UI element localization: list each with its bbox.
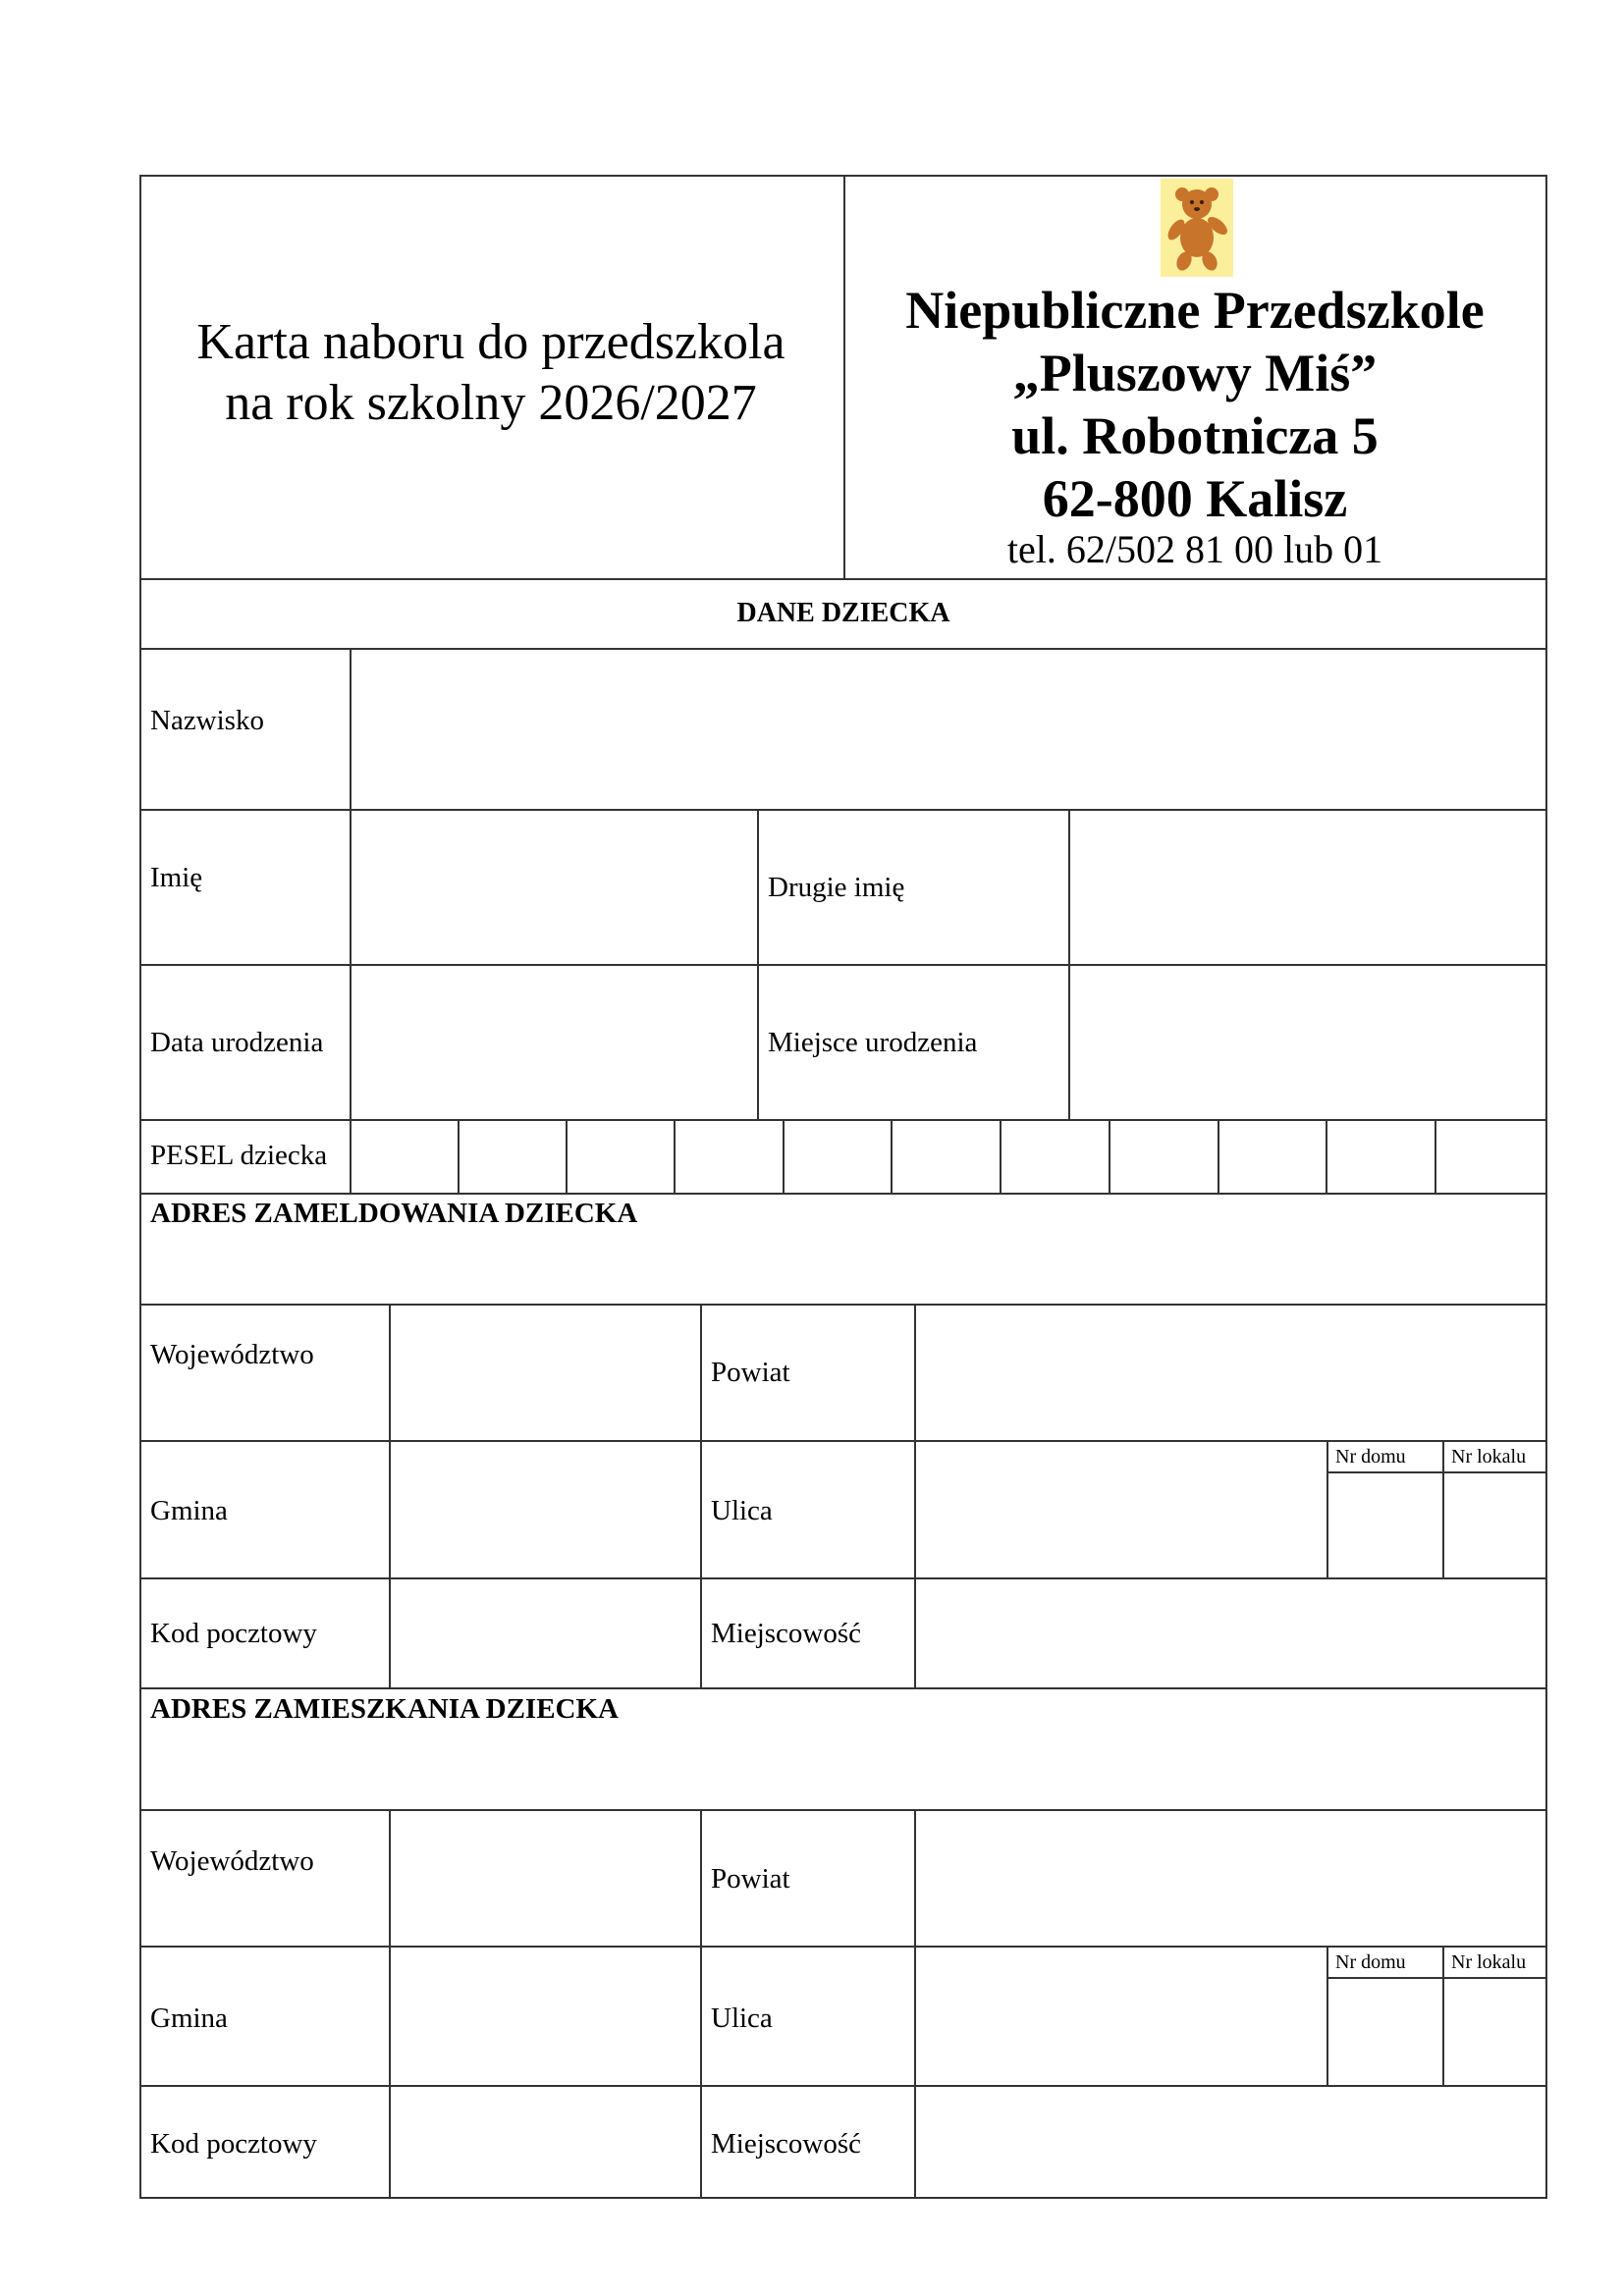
surname-field[interactable] — [352, 650, 1545, 809]
row-line — [139, 1687, 1547, 1689]
res-street-label: Ulica — [711, 2002, 773, 2034]
pesel-digit-9[interactable] — [1219, 1121, 1326, 1192]
reg-municipality-label: Gmina — [150, 1495, 228, 1526]
res-county-field[interactable] — [916, 1811, 1545, 1945]
res-town-label: Miejscowość — [711, 2128, 862, 2160]
pesel-digit-10[interactable] — [1327, 1121, 1435, 1192]
pesel-digit-8[interactable] — [1110, 1121, 1218, 1192]
birth-date-field[interactable] — [352, 966, 757, 1119]
reg-house-no-label: Nr domu — [1335, 1446, 1406, 1468]
pesel-digit-1[interactable] — [352, 1121, 458, 1192]
res-postal-code-label: Kod pocztowy — [150, 2128, 317, 2160]
res-house-no-label: Nr domu — [1335, 1951, 1406, 1973]
pesel-digit-6[interactable] — [893, 1121, 1000, 1192]
surname-label: Nazwisko — [150, 705, 264, 736]
reg-postal-code-label: Kod pocztowy — [150, 1618, 317, 1649]
school-name-line1: Niepubliczne Przedszkole — [905, 281, 1485, 340]
pesel-digit-3[interactable] — [568, 1121, 674, 1192]
pesel-label: PESEL dziecka — [150, 1140, 328, 1171]
second-name-field[interactable] — [1070, 811, 1545, 964]
pesel-digit-5[interactable] — [785, 1121, 891, 1192]
reg-town-label: Miejscowość — [711, 1618, 862, 1649]
pesel-digit-11[interactable] — [1436, 1121, 1545, 1192]
reg-municipality-field[interactable] — [391, 1442, 700, 1576]
birth-place-label: Miejsce urodzenia — [768, 1027, 978, 1058]
res-voivodeship-label: Województwo — [150, 1845, 314, 1877]
res-county-label: Powiat — [711, 1863, 790, 1895]
first-name-label: Imię — [150, 862, 203, 893]
birth-date-label: Data urodzenia — [150, 1027, 324, 1058]
school-address-line1: ul. Robotnicza 5 — [1011, 406, 1379, 465]
res-house-no-field[interactable] — [1328, 1979, 1442, 2085]
reg-voivodeship-label: Województwo — [150, 1339, 314, 1370]
form-title — [141, 312, 840, 434]
header-bottom-line — [139, 578, 1547, 580]
school-phone: tel. 62/502 81 00 lub 01 — [1006, 527, 1383, 571]
res-street-field[interactable] — [916, 1948, 1326, 2085]
form-title-line2: na rok szkolny 2026/2027 — [225, 375, 757, 431]
birth-place-field[interactable] — [1070, 966, 1545, 1119]
col-divider — [700, 1304, 702, 1688]
teddy-bear-logo-icon — [1161, 179, 1233, 277]
row-line — [139, 1193, 1547, 1195]
reg-apartment-no-field[interactable] — [1444, 1473, 1545, 1576]
res-municipality-label: Gmina — [150, 2002, 228, 2034]
pesel-digit-4[interactable] — [676, 1121, 783, 1192]
second-name-label: Drugie imię — [768, 872, 905, 903]
reg-apartment-no-label: Nr lokalu — [1451, 1446, 1527, 1468]
reg-voivodeship-field[interactable] — [391, 1306, 700, 1440]
reg-county-field[interactable] — [916, 1306, 1545, 1440]
registered-address-heading: ADRES ZAMELDOWANIA DZIECKA — [150, 1198, 638, 1229]
reg-house-no-field[interactable] — [1328, 1473, 1442, 1576]
pesel-digit-2[interactable] — [460, 1121, 566, 1192]
res-apartment-no-field[interactable] — [1444, 1979, 1545, 2085]
pesel-digit-7[interactable] — [1001, 1121, 1109, 1192]
school-name-line2: „Pluszowy Miś” — [1012, 344, 1378, 402]
school-name — [844, 279, 1545, 530]
first-name-field[interactable] — [352, 811, 757, 964]
res-postal-code-field[interactable] — [391, 2087, 700, 2197]
res-municipality-field[interactable] — [391, 1948, 700, 2085]
row-line — [139, 1440, 1547, 1442]
school-address-line2: 62-800 Kalisz — [1042, 469, 1348, 528]
reg-town-field[interactable] — [916, 1579, 1545, 1687]
res-town-field[interactable] — [916, 2087, 1545, 2197]
child-data-heading: DANE DZIECKA — [736, 598, 950, 628]
row-line — [139, 1946, 1547, 1948]
form-title-line1: Karta naboru do przedszkola — [196, 314, 785, 370]
residence-address-heading: ADRES ZAMIESZKANIA DZIECKA — [150, 1693, 619, 1725]
reg-postal-code-field[interactable] — [391, 1579, 700, 1687]
res-apartment-no-label: Nr lokalu — [1451, 1951, 1527, 1973]
col-divider — [700, 1809, 702, 2199]
reg-street-label: Ulica — [711, 1495, 773, 1526]
res-voivodeship-field[interactable] — [391, 1811, 700, 1945]
reg-county-label: Powiat — [711, 1357, 790, 1388]
reg-street-field[interactable] — [916, 1442, 1326, 1576]
